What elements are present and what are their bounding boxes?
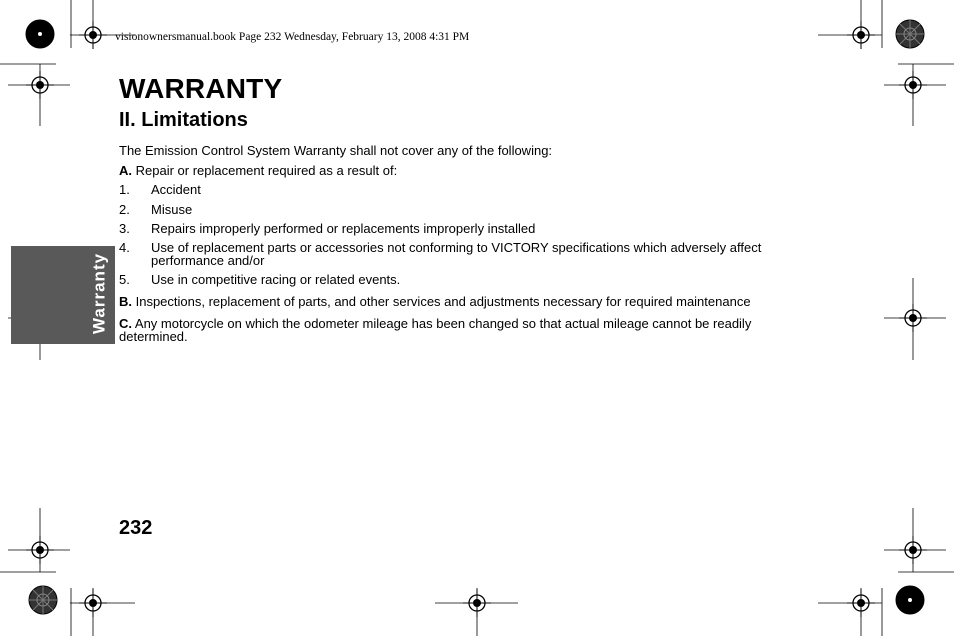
list-item-number: 1. [119,182,130,197]
registration-mark-icon [899,71,927,99]
list-item-number: 5. [119,272,130,287]
item-c-text: Any motorcycle on which the odometer mileage has been changed so that actual mileage cannot be readily [132,316,752,331]
registration-mark-icon [79,21,107,49]
list-item-text: Use of replacement parts or accessories not conforming to VICTORY specifications which adversely affect [151,240,762,255]
side-tab-label: Warranty [89,252,109,334]
color-bar-target-icon [29,586,57,614]
list-item-text: Accident [151,182,201,197]
list-item-text: performance and/or [151,253,265,268]
print-info-header: visionownersmanual.book Page 232 Wednesday, February 13, 2008 4:31 PM [115,31,470,43]
registration-mark-icon [79,589,107,617]
item-b-letter: B. [119,294,132,309]
item-a-paragraph [119,164,397,177]
registration-mark-icon [847,589,875,617]
item-a-text: Repair or replacement required as a result of: [132,163,398,178]
color-bar-target-icon [896,20,924,48]
registration-mark-icon [463,589,491,617]
item-c-paragraph [119,317,751,330]
registration-mark-icon [26,536,54,564]
list-item-number: 2. [119,202,130,217]
item-c-letter: C. [119,316,132,331]
color-bar-target-icon [896,586,924,614]
list-item-number: 4. [119,240,130,255]
item-a-letter: A. [119,163,132,178]
registration-mark-icon [847,21,875,49]
item-b-paragraph [119,295,751,308]
list-item-text: Repairs improperly performed or replacements improperly installed [151,221,536,236]
page-number: 232 [119,517,153,539]
intro-paragraph: The Emission Control System Warranty shall not cover any of the following: [119,143,553,158]
list-item-number: 3. [119,221,130,236]
section-heading: II. Limitations [119,109,248,131]
item-b-text: Inspections, replacement of parts, and other services and adjustments necessary for required maintenance [132,294,751,309]
registration-mark-icon [899,536,927,564]
registration-mark-icon [899,304,927,332]
color-bar-target-icon [26,20,54,48]
list-item-text: Use in competitive racing or related events. [151,272,401,287]
list-item-text: Misuse [151,202,193,217]
page-title: WARRANTY [119,73,283,104]
registration-mark-icon [26,71,54,99]
item-c-continuation: determined. [119,329,188,344]
